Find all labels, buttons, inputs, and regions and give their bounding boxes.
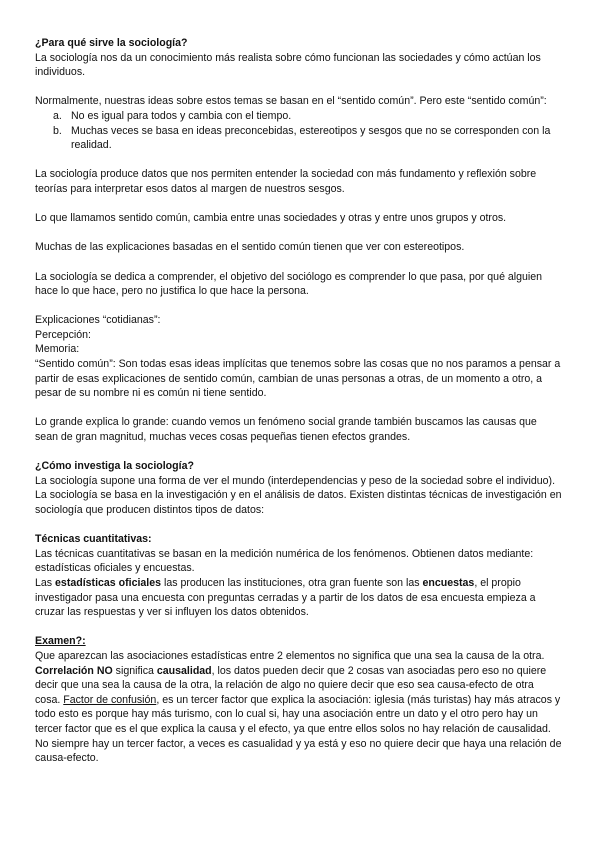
paragraph-common-sense: Normalmente, nuestras ideas sobre estos temas se basan en el “sentido común”. Pero este “sentido común”: xyxy=(35,95,547,108)
label-percepcion: Percepción: xyxy=(35,328,91,341)
list-marker: a. xyxy=(53,109,62,122)
label-explicaciones: Explicaciones “cotidianas”: xyxy=(35,314,161,327)
list-item xyxy=(35,109,562,124)
paragraph-understand: La sociología se dedica a comprender, el objetivo del sociólogo es comprender lo que pasa, por qué alguien hace lo que hace, pero no justifica lo que hace la persona. xyxy=(35,270,543,298)
text-run: , el propio investigador pasa una encuesta con preguntas cerradas y a partir de los datos de esa encuesta empieza a cruzar las respuestas y ver si influyen los datos obtenidos. xyxy=(35,576,536,619)
section-title-como-investiga: ¿Cómo investiga la sociología? xyxy=(35,460,194,473)
list-item-text: Muchas veces se basa en ideas preconcebidas, estereotipos y sesgos que no se corresponden con la realidad. xyxy=(71,124,551,152)
paragraph-investigacion: La sociología se basa en la investigación y en el análisis de datos. Existen distintas técnicas de investigación en sociología que producen distintos tipos de datos: xyxy=(35,489,562,516)
list-marker: b. xyxy=(53,124,62,137)
text-run: las producen las instituciones, otra gran fuente son las xyxy=(161,576,423,589)
section-title-examen: Examen?: xyxy=(35,635,86,648)
text-run: significa xyxy=(112,664,157,677)
common-sense-list xyxy=(35,109,562,153)
bold-term-encuestas: encuestas xyxy=(422,576,475,589)
section-title-para-que: ¿Para qué sirve la sociología? xyxy=(35,37,188,49)
paragraph-changes: Lo que llamamos sentido común, cambia entre unas sociedades y otras y entre unos grupos y otros. xyxy=(35,212,507,225)
list-item xyxy=(35,124,562,153)
underlined-term-factor: Factor de confusión xyxy=(63,693,157,706)
paragraph-estadisticas xyxy=(35,576,562,620)
paragraph-intro: La sociología nos da un conocimiento más realista sobre cómo funcionan las sociedades y cómo actúan los individuos. xyxy=(35,51,541,79)
section-title-tecnicas: Técnicas cuantitativas: xyxy=(35,533,152,546)
paragraph-sentido-comun: “Sentido común”: Son todas esas ideas implícitas que tenemos sobre las cosas que no nos paramos a pensar a partir de esas explicaciones de sentido común, cambian de unas personas a otras, de un momento a otro, a pesar de su nombre ni es común ni tiene sentido. xyxy=(35,358,561,400)
paragraph-correlacion xyxy=(35,649,562,737)
list-item-text: No es igual para todos y cambia con el tiempo. xyxy=(71,109,292,122)
paragraph-cuantitativas: Las técnicas cuantitativas se basan en la medición numérica de los fenómenos. Obtienen datos mediante: estadísticas oficiales y encuestas. xyxy=(35,547,534,575)
text-run: Las xyxy=(35,576,56,589)
paragraph-data: La sociología produce datos que nos permiten entender la sociedad con más fundamento y reflexión sobre teorías para interpretar esos datos al margen de nuestros sesgos. xyxy=(35,168,537,195)
text-run: Que aparezcan las asociaciones estadísticas entre 2 elementos no significa que una sea la causa de la otra. xyxy=(35,649,545,662)
text-run: , los datos pueden decir que 2 cosas van asociadas pero eso no quiere decir que una sea la causa de la otra, la relación de algo no quiere decir que eso sea causa-efecto de otra cosa. xyxy=(35,664,547,706)
label-memoria: Memoria: xyxy=(35,343,80,356)
paragraph-lo-grande: Lo grande explica lo grande: cuando vemos un fenómeno social grande también buscamos las causas que sean de gran magnitud, muchas veces cosas pequeñas tienen efectos grandes. xyxy=(35,416,537,444)
paragraph-casualidad: No siempre hay un tercer factor, a veces es casualidad y ya está y eso no quiere decir que haya una relación de causa-efecto. xyxy=(35,737,562,765)
paragraph-stereotypes: Muchas de las explicaciones basadas en el sentido común tienen que ver con estereotipos. xyxy=(35,241,465,254)
text-run: , es un tercer factor que explica la asociación: iglesia (más turistas) hay más atracos y todo esto es porque hay más turismo, con lo cual si, hay una asociación entre un dato y el otro pero hay un tercer factor que es el que explica la causa y el efecto, ya que entre ellos solos no hay relación de causalidad. xyxy=(35,693,561,735)
bold-term-estadisticas: estadísticas oficiales xyxy=(55,576,162,589)
bold-term-correlacion: Correlación NO xyxy=(35,664,113,677)
bold-term-causalidad: causalidad xyxy=(156,664,212,677)
paragraph-forma-ver: La sociología supone una forma de ver el mundo (interdependencias y peso de la sociedad sobre el individuo). xyxy=(35,474,556,487)
